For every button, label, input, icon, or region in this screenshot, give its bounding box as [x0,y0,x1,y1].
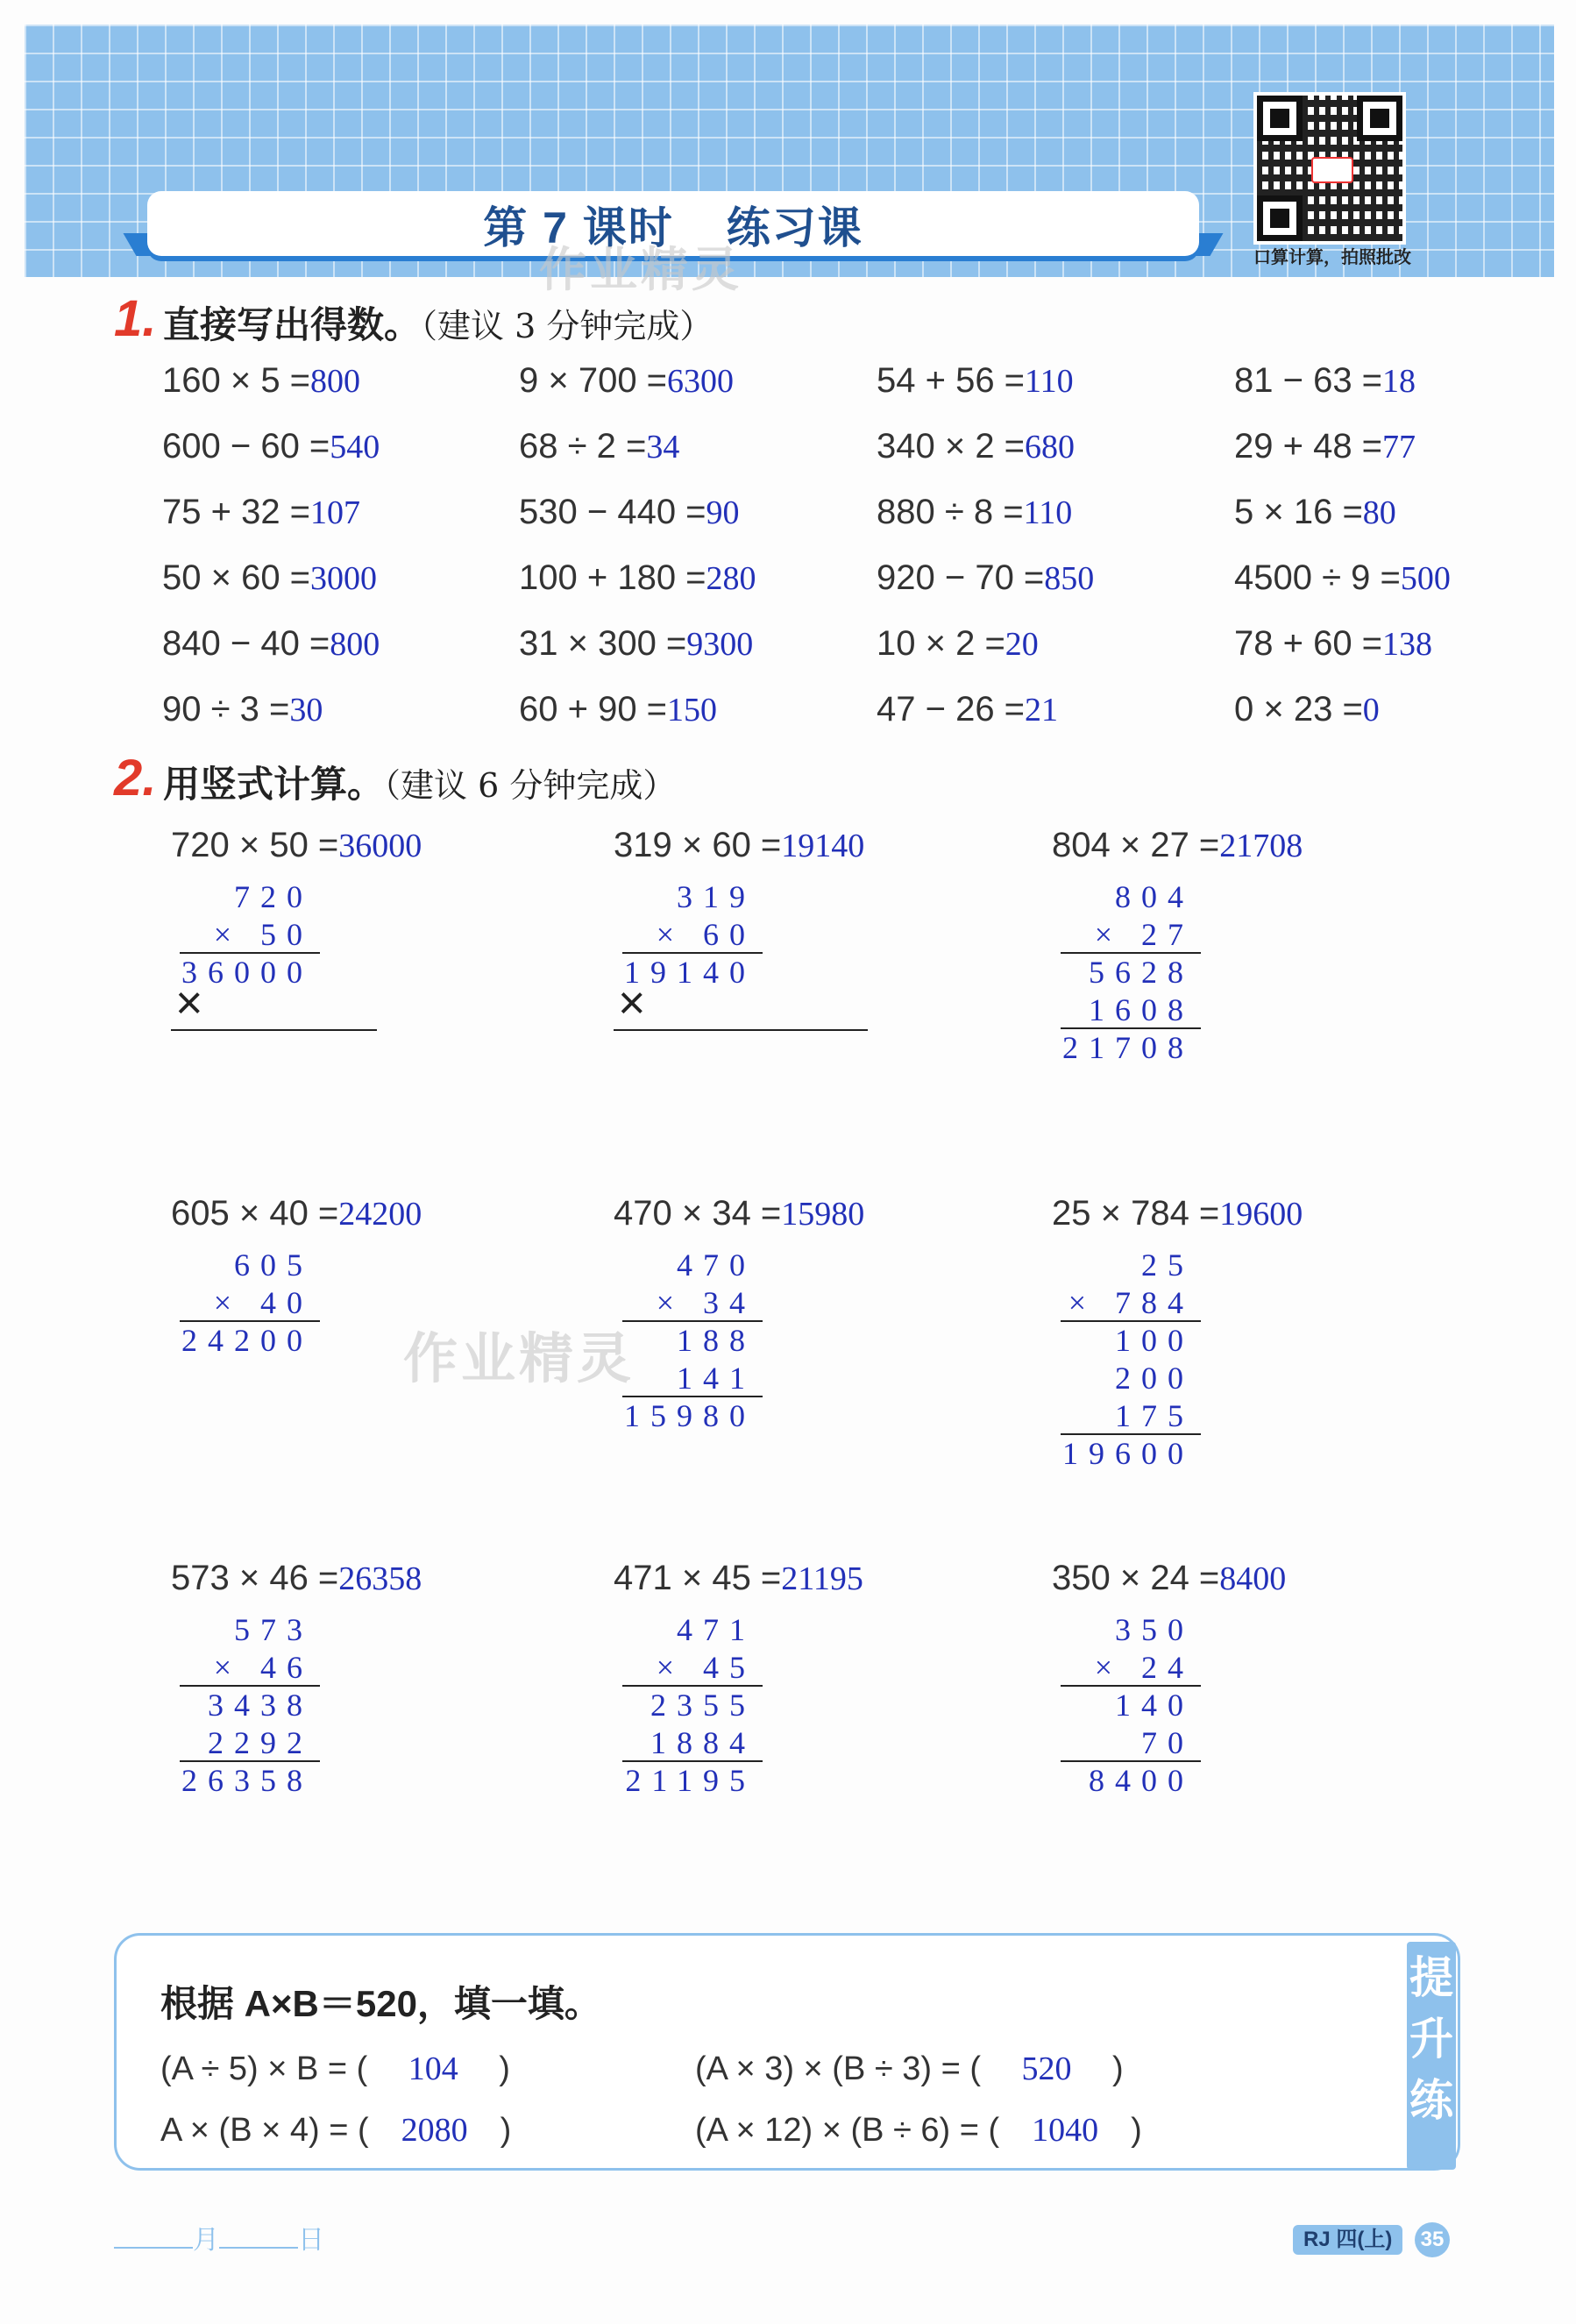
oral-calc-item [519,493,740,532]
vertical-calc-question: 720 × 50 =36000 [171,826,422,864]
question: 60 + 90 = [519,690,668,728]
oral-calc-item [519,624,753,664]
answer[interactable]: 21708 [1219,828,1303,864]
vertical-calc-line: 2292 [208,1725,313,1760]
vertical-calc-line: 140 [1115,1688,1194,1723]
section-title: 直接写出得数。 [163,304,422,345]
lesson-title: 练习课 [726,203,863,252]
vertical-calc-line: 21195 [625,1763,756,1798]
oral-calc-item [519,427,679,466]
vertical-calc-question: 25 × 784 =19600 [1052,1194,1303,1233]
answer[interactable]: 800 [310,363,361,400]
question: 47 − 26 = [877,690,1026,728]
answer[interactable]: 20 [1005,626,1039,663]
answer[interactable]: 36000 [338,828,422,864]
vertical-calc-line: × 40 [213,1285,313,1320]
extension-title: 根据 A×B＝520，填一填。 [160,1983,601,2024]
vertical-calc-line: × 50 [213,917,313,952]
edition-label: RJ 四(上) [1293,2225,1402,2255]
vertical-calc-line: 8400 [1089,1763,1194,1798]
answer[interactable]: 2080 [401,2112,468,2149]
vertical-calc-line: 200 [1115,1361,1194,1396]
vertical-calc-line: 471 [677,1612,756,1647]
answer[interactable]: 19600 [1219,1196,1303,1233]
question: 100 + 180 = [519,558,706,597]
vertical-calc-line: × 60 [656,917,756,952]
answer[interactable]: 3000 [310,560,378,597]
oral-calc-item [877,427,1075,466]
vertical-calc-line: 175 [1115,1398,1194,1433]
question: 160 × 5 = [162,361,311,400]
section-number: 2. [114,750,157,807]
section-title: 用竖式计算。 [163,764,385,805]
question: 54 + 56 = [877,361,1026,400]
qr-caption: 口算计算，拍照批改 [1253,248,1411,267]
answer[interactable]: 280 [706,560,756,597]
question: 880 ÷ 8 = [877,493,1024,531]
vertical-calc-line: 188 [677,1323,756,1358]
vertical-calc-line: 15980 [624,1398,756,1433]
divider-line [1061,1027,1201,1029]
vertical-calc-line: × 34 [656,1285,756,1320]
question: 4500 ÷ 9 = [1234,558,1401,597]
answer[interactable]: 30 [289,692,323,728]
extension-item: (A × 12) × (B ÷ 6) = ( 1040 ) [695,2112,1142,2149]
question: 340 × 2 = [877,427,1026,466]
oral-calc-item [1234,493,1396,532]
answer[interactable]: 500 [1400,560,1451,597]
question: 840 − 40 = [162,624,330,663]
question: 75 + 32 = [162,493,311,531]
question: 9 × 700 = [519,361,668,400]
answer[interactable]: 800 [330,626,380,663]
oral-calc-item [162,558,377,598]
divider-line [1061,1320,1201,1322]
vertical-calc-line: 3438 [208,1688,313,1723]
divider-line [180,952,320,954]
answer[interactable]: 24200 [338,1196,422,1233]
date-field[interactable]: 月 日 [114,2218,324,2256]
lesson-number: 第 7 课时 [483,203,674,252]
vertical-calc-line: 1884 [650,1725,756,1760]
watermark: 作业精灵 [539,244,742,296]
oral-calc-item [519,558,756,598]
vertical-calc-line: 19140 [624,955,756,990]
divider-line [180,1685,320,1687]
answer[interactable]: 6300 [667,363,735,400]
vertical-calc-line: 70 [1141,1725,1194,1760]
question: 78 + 60 = [1234,624,1383,663]
vertical-calc-question: 471 × 45 =21195 [614,1559,863,1597]
divider-line [1061,952,1201,954]
vertical-calc-line: × 24 [1094,1650,1194,1685]
divider-line [622,1685,763,1687]
answer[interactable]: 15980 [781,1196,865,1233]
answer[interactable]: 77 [1382,429,1416,466]
oral-calc-item [162,427,380,466]
oral-calc-item [1234,427,1416,466]
question: 68 ÷ 2 = [519,427,647,466]
answer[interactable]: 680 [1025,429,1076,466]
answer[interactable]: 850 [1044,560,1095,597]
answer[interactable]: 26358 [338,1560,422,1597]
oral-calc-item [519,361,734,401]
divider-line [180,1320,320,1322]
oral-calc-item [877,558,1094,598]
vertical-calc-line: 319 [677,879,756,914]
extension-item: A × (B × 4) = ( 2080 ) [160,2112,512,2149]
divider-line [180,1760,320,1762]
oral-calc-item [1234,690,1380,729]
extension-item: (A × 3) × (B ÷ 3) = ( 520 ) [695,2050,1124,2087]
answer[interactable]: 21195 [781,1560,863,1597]
vertical-calc-question: 804 × 27 =21708 [1052,826,1303,864]
answer[interactable]: 138 [1382,626,1433,663]
vertical-calc-line: 19600 [1062,1436,1194,1471]
oral-calc-item [162,361,360,401]
answer[interactable]: 520 [1021,2050,1072,2087]
vertical-calc-line: 2355 [650,1688,756,1723]
divider-line [622,1760,763,1762]
answer[interactable]: 21 [1025,692,1059,728]
improve-practice-tab: 提 升 练 [1407,1942,1456,2170]
oral-calc-item [1234,624,1432,664]
divider-line [622,952,763,954]
vertical-calc-line: 100 [1115,1323,1194,1358]
oral-calc-item [877,361,1074,401]
question: 920 − 70 = [877,558,1045,597]
vertical-calc-line: 573 [234,1612,313,1647]
vertical-calc-line: × 45 [656,1650,756,1685]
vertical-calc-line: 36000 [181,955,313,990]
vertical-calc-line: 5628 [1089,955,1194,990]
divider-line [1061,1760,1201,1762]
answer[interactable]: 90 [706,494,740,531]
answer[interactable]: 0 [1362,692,1380,728]
vertical-calc-line: 804 [1115,879,1194,914]
answer[interactable]: 110 [1025,363,1074,400]
question: 10 × 2 = [877,624,1005,663]
answer[interactable]: 110 [1023,494,1073,531]
oral-calc-item [1234,361,1416,401]
answer[interactable]: 107 [310,494,361,531]
answer[interactable]: 1040 [1032,2112,1099,2149]
vertical-calc-line: 141 [677,1361,756,1396]
vertical-calc-line: 470 [677,1247,756,1283]
question: 50 × 60 = [162,558,311,597]
divider-line [622,1320,763,1322]
section-hint: （建议 3 分钟完成） [421,307,713,345]
answer[interactable]: 150 [667,692,718,728]
divider-line [614,1029,868,1031]
oral-calc-item [162,624,380,664]
question: 90 ÷ 3 = [162,690,290,728]
vertical-calc-line: 21708 [1062,1030,1194,1065]
divider-line [171,1029,377,1031]
vertical-calc-line: 720 [234,879,313,914]
answer[interactable]: 34 [646,429,680,466]
divider-line [1061,1685,1201,1687]
vertical-calc-line: 350 [1115,1612,1194,1647]
oral-calc-item [162,690,323,729]
vertical-calc-question: 470 × 34 =15980 [614,1194,865,1233]
answer[interactable]: 104 [408,2050,458,2087]
question: 81 − 63 = [1234,361,1383,400]
question: 600 − 60 = [162,427,330,466]
question: 5 × 16 = [1234,493,1363,531]
vertical-calc-line: 25 [1141,1247,1194,1283]
vertical-calc-line: × 27 [1094,917,1194,952]
extension-box [114,1933,1460,2171]
answer[interactable]: 8400 [1219,1560,1287,1597]
extension-item: (A ÷ 5) × B = ( 104 ) [160,2050,510,2087]
question: 29 + 48 = [1234,427,1383,466]
vertical-calc-line: × 46 [213,1650,313,1685]
answer[interactable]: 540 [330,429,380,466]
question: 0 × 23 = [1234,690,1363,728]
vertical-calc-line: 24200 [181,1323,313,1358]
cross-mark: × [618,977,646,1029]
answer[interactable]: 80 [1362,494,1396,531]
section-hint: （建议 6 分钟完成） [384,766,677,805]
question: 31 × 300 = [519,624,687,663]
answer[interactable]: 19140 [781,828,865,864]
oral-calc-item [519,690,717,729]
vertical-calc-question: 319 × 60 =19140 [614,826,865,864]
vertical-calc-line: × 784 [1068,1285,1194,1320]
question: 530 − 440 = [519,493,706,531]
answer[interactable]: 18 [1382,363,1416,400]
cross-mark: × [175,977,203,1029]
watermark: 作业精灵 [403,1329,635,1389]
oral-calc-item [877,690,1058,729]
section-number: 1. [114,290,157,347]
vertical-calc-question: 605 × 40 =24200 [171,1194,422,1233]
divider-line [622,1396,763,1397]
oral-calc-item [162,493,360,532]
vertical-calc-question: 350 × 24 =8400 [1052,1559,1287,1597]
vertical-calc-question: 573 × 46 =26358 [171,1559,422,1597]
qr-code-icon[interactable] [1253,92,1406,245]
vertical-calc-line: 26358 [181,1763,313,1798]
page-number: 35 [1415,2222,1450,2257]
vertical-calc-line: 605 [234,1247,313,1283]
answer[interactable]: 9300 [686,626,754,663]
divider-line [1061,1433,1201,1435]
vertical-calc-line: 1608 [1089,992,1194,1027]
oral-calc-item [1234,558,1451,598]
oral-calc-item [877,624,1039,664]
oral-calc-item [877,493,1072,532]
